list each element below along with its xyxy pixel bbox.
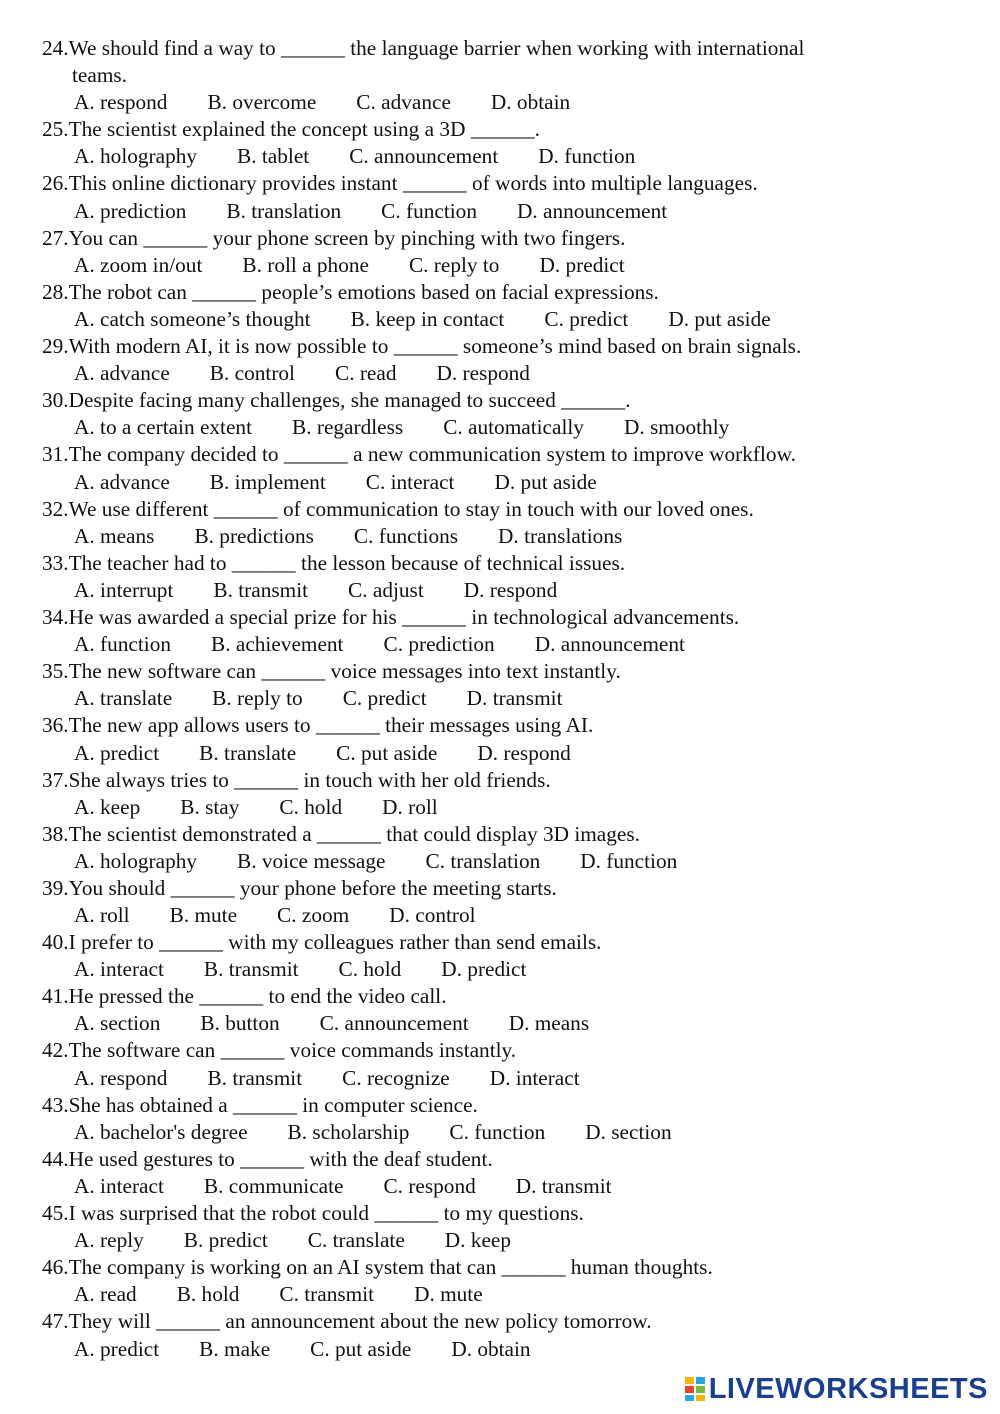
option-a[interactable]: A. advance (74, 361, 170, 386)
option-b[interactable]: B. transmit (213, 577, 309, 602)
option-d[interactable]: D. respond (477, 740, 571, 765)
option-c[interactable]: C. hold (279, 794, 343, 819)
question-text (42, 116, 902, 143)
option-c[interactable]: C. read (334, 361, 397, 386)
question-37 (0, 767, 1000, 821)
option-d[interactable]: D. section (585, 1119, 672, 1144)
option-c[interactable]: C. automatically (443, 415, 584, 440)
option-b[interactable]: B. make (199, 1336, 271, 1361)
option-d[interactable]: D. keep (444, 1228, 512, 1253)
option-c[interactable]: C. announcement (349, 144, 499, 169)
question-29 (0, 333, 1000, 387)
question-text (42, 929, 902, 956)
question-text (42, 712, 902, 739)
question-stem: This online dictionary provides instant ______ of words into multiple languages. (68, 171, 758, 196)
option-d[interactable]: D. interact (489, 1065, 580, 1090)
option-a[interactable]: A. respond (74, 1065, 168, 1090)
question-text (42, 1200, 902, 1227)
option-d[interactable]: D. translations (498, 523, 623, 548)
question-number: 37. (42, 767, 69, 792)
option-b[interactable]: B. control (209, 361, 295, 386)
question-stem: The software can ______ voice commands instantly. (68, 1038, 517, 1063)
answer-options (74, 902, 476, 929)
question-26 (0, 170, 1000, 224)
option-d[interactable]: D. predict (539, 252, 625, 277)
option-c[interactable]: C. prediction (383, 632, 495, 657)
answer-options (74, 1227, 511, 1254)
question-number: 43. (42, 1092, 69, 1117)
option-d[interactable]: D. announcement (516, 198, 668, 223)
question-stem: The scientist explained the concept using a 3D ______. (68, 117, 540, 142)
question-number: 44. (42, 1146, 69, 1171)
question-number: 26. (42, 171, 69, 196)
question-stem: I prefer to ______ with my colleagues rather than send emails. (68, 930, 602, 955)
option-b[interactable]: B. achievement (211, 632, 344, 657)
question-number: 28. (42, 279, 69, 304)
option-c[interactable]: C. predict (544, 307, 629, 332)
option-a[interactable]: A. interact (74, 957, 164, 982)
option-d[interactable]: D. obtain (490, 90, 571, 115)
question-text (42, 821, 902, 848)
question-text (42, 875, 902, 902)
answer-options (74, 1173, 612, 1200)
answer-options (74, 577, 557, 604)
option-a[interactable]: A. holography (74, 144, 198, 169)
option-b[interactable]: B. voice message (237, 848, 386, 873)
liveworksheets-logo[interactable] (684, 1372, 988, 1406)
option-d[interactable]: D. smoothly (623, 415, 730, 440)
option-a[interactable]: A. section (74, 1011, 161, 1036)
option-d[interactable]: D. roll (382, 794, 438, 819)
option-b[interactable]: B. hold (176, 1282, 240, 1307)
question-35 (0, 658, 1000, 712)
option-c[interactable]: C. transmit (279, 1282, 375, 1307)
option-d[interactable]: D. respond (463, 577, 558, 602)
question-number: 36. (42, 713, 69, 738)
answer-options (74, 89, 570, 116)
question-text (42, 1146, 902, 1173)
question-stem: Despite facing many challenges, she managed to succeed ______. (68, 388, 631, 413)
option-c[interactable]: C. adjust (348, 577, 424, 602)
question-number: 27. (42, 225, 69, 250)
liveworksheets-logo-text: LIVEWORKSHEETS (708, 1372, 988, 1405)
option-b[interactable]: B. stay (180, 794, 240, 819)
question-42 (0, 1037, 1000, 1091)
question-text (42, 170, 902, 197)
question-stem: She has obtained a ______ in computer science. (68, 1092, 478, 1117)
question-43 (0, 1092, 1000, 1146)
option-b[interactable]: B. predictions (194, 523, 314, 548)
question-text (42, 604, 902, 631)
question-text (42, 550, 902, 577)
option-b[interactable]: B. keep in contact (350, 307, 505, 332)
answer-options (74, 631, 685, 658)
answer-options (74, 143, 635, 170)
question-text (42, 35, 902, 89)
liveworksheets-logo-icon (684, 1376, 706, 1402)
question-27 (0, 225, 1000, 279)
option-c[interactable]: C. translation (425, 848, 541, 873)
question-33 (0, 550, 1000, 604)
option-a[interactable]: A. reply (74, 1228, 144, 1253)
question-number: 41. (42, 984, 69, 1009)
answer-options (74, 523, 622, 550)
option-d[interactable]: D. transmit (466, 686, 563, 711)
option-c[interactable]: C. put aside (310, 1336, 412, 1361)
option-d[interactable]: D. function (538, 144, 636, 169)
question-text (42, 1254, 902, 1281)
question-stem: The robot can ______ people’s emotions based on facial expressions. (68, 279, 659, 304)
option-b[interactable]: B. transmit (207, 1065, 303, 1090)
answer-options (74, 794, 438, 821)
question-stem: The teacher had to ______ the lesson because of technical issues. (68, 550, 626, 575)
question-text (42, 333, 902, 360)
option-b[interactable]: B. reply to (212, 686, 303, 711)
option-d[interactable]: D. announcement (534, 632, 685, 657)
question-stem: They will ______ an announcement about the new policy tomorrow. (68, 1309, 652, 1334)
question-stem: You should ______ your phone before the meeting starts. (68, 875, 557, 900)
answer-options (74, 469, 597, 496)
question-text (42, 1037, 902, 1064)
option-c[interactable]: C. translate (307, 1228, 405, 1253)
question-stem-continued: teams. (72, 63, 127, 87)
option-b[interactable]: B. tablet (237, 144, 310, 169)
option-c[interactable]: C. put aside (336, 740, 438, 765)
question-text (42, 767, 902, 794)
question-stem: The new app allows users to ______ their messages using AI. (68, 713, 594, 738)
question-36 (0, 712, 1000, 766)
option-d[interactable]: D. means (508, 1011, 590, 1036)
option-b[interactable]: B. transmit (203, 957, 299, 982)
question-number: 33. (42, 550, 69, 575)
answer-options (74, 360, 530, 387)
question-number: 31. (42, 442, 69, 467)
option-a[interactable]: A. interact (74, 1174, 164, 1199)
question-46 (0, 1254, 1000, 1308)
option-b[interactable]: B. button (200, 1011, 280, 1036)
option-a[interactable]: A. keep (74, 794, 141, 819)
question-25 (0, 116, 1000, 170)
option-a[interactable]: A. read (74, 1282, 137, 1307)
question-text (42, 1092, 902, 1119)
option-b[interactable]: B. regardless (292, 415, 404, 440)
question-30 (0, 387, 1000, 441)
option-d[interactable]: D. control (389, 903, 476, 928)
question-number: 38. (42, 821, 69, 846)
question-40 (0, 929, 1000, 983)
option-c[interactable]: C. recognize (342, 1065, 450, 1090)
option-a[interactable]: A. interrupt (74, 577, 174, 602)
option-c[interactable]: C. interact (365, 469, 455, 494)
question-stem: We should find a way to ______ the language barrier when working with international (68, 36, 805, 60)
option-b[interactable]: B. roll a phone (242, 252, 369, 277)
question-34 (0, 604, 1000, 658)
option-a[interactable]: A. roll (74, 903, 130, 928)
answer-options (74, 685, 563, 712)
option-c[interactable]: C. hold (338, 957, 402, 982)
option-c[interactable]: C. functions (353, 523, 459, 548)
question-number: 46. (42, 1255, 69, 1280)
question-31 (0, 441, 1000, 495)
option-c[interactable]: C. function (381, 198, 477, 223)
answer-options (74, 252, 625, 279)
answer-options (74, 1065, 580, 1092)
option-a[interactable]: A. to a certain extent (74, 415, 252, 440)
option-b[interactable]: B. communicate (203, 1174, 344, 1199)
option-a[interactable]: A. function (74, 632, 172, 657)
answer-options (74, 740, 571, 767)
option-b[interactable]: B. translation (226, 198, 342, 223)
option-a[interactable]: A. advance (74, 469, 170, 494)
option-c[interactable]: C. reply to (408, 252, 500, 277)
option-c[interactable]: C. respond (383, 1174, 476, 1199)
question-number: 30. (42, 388, 69, 413)
option-b[interactable]: B. scholarship (287, 1119, 410, 1144)
question-41 (0, 983, 1000, 1037)
question-number: 35. (42, 659, 69, 684)
question-stem: She always tries to ______ in touch with her old friends. (68, 767, 551, 792)
option-a[interactable]: A. bachelor's degree (74, 1119, 248, 1144)
answer-options (74, 1336, 531, 1363)
question-stem: He was awarded a special prize for his ______ in technological advancements. (68, 604, 740, 629)
question-47 (0, 1308, 1000, 1362)
answer-options (74, 956, 526, 983)
answer-options (74, 198, 667, 225)
option-d[interactable]: D. respond (436, 361, 530, 386)
question-number: 42. (42, 1038, 69, 1063)
question-stem: We use different ______ of communication to stay in touch with our loved ones. (68, 496, 754, 521)
option-c[interactable]: C. predict (342, 686, 427, 711)
question-stem: You can ______ your phone screen by pinching with two fingers. (68, 225, 626, 250)
option-a[interactable]: A. respond (74, 90, 168, 115)
option-a[interactable]: A. means (74, 523, 155, 548)
answer-options (74, 1119, 672, 1146)
option-d[interactable]: D. predict (441, 957, 527, 982)
question-stem: The new software can ______ voice messages into text instantly. (68, 659, 621, 684)
option-b[interactable]: B. predict (183, 1228, 268, 1253)
question-number: 40. (42, 930, 69, 955)
option-b[interactable]: B. overcome (207, 90, 317, 115)
option-c[interactable]: C. zoom (277, 903, 350, 928)
question-text (42, 225, 902, 252)
question-number: 29. (42, 334, 69, 359)
question-number: 39. (42, 875, 69, 900)
question-number: 24. (42, 36, 69, 60)
question-number: 47. (42, 1309, 69, 1334)
question-stem: He used gestures to ______ with the deaf student. (68, 1146, 493, 1171)
answer-options (74, 1281, 483, 1308)
question-text (42, 387, 902, 414)
question-32 (0, 496, 1000, 550)
question-stem: He pressed the ______ to end the video call. (68, 984, 447, 1009)
option-a[interactable]: A. catch someone’s thought (74, 307, 311, 332)
option-a[interactable]: A. predict (74, 740, 160, 765)
option-d[interactable]: D. put aside (668, 307, 771, 332)
question-number: 32. (42, 496, 69, 521)
option-a[interactable]: A. translate (74, 686, 173, 711)
option-b[interactable]: B. translate (199, 740, 297, 765)
option-d[interactable]: D. transmit (515, 1174, 612, 1199)
question-text (42, 496, 902, 523)
option-c[interactable]: C. advance (356, 90, 451, 115)
question-text (42, 279, 902, 306)
question-45 (0, 1200, 1000, 1254)
question-text (42, 441, 902, 468)
answer-options (74, 848, 677, 875)
question-stem: With modern AI, it is now possible to ______ someone’s mind based on brain signals. (68, 334, 802, 359)
option-b[interactable]: B. implement (209, 469, 326, 494)
option-d[interactable]: D. obtain (451, 1336, 531, 1361)
question-28 (0, 279, 1000, 333)
option-b[interactable]: B. mute (169, 903, 238, 928)
option-a[interactable]: A. holography (74, 848, 198, 873)
question-text (42, 658, 902, 685)
answer-options (74, 414, 729, 441)
answer-options (74, 306, 771, 333)
question-number: 25. (42, 117, 69, 142)
option-a[interactable]: A. predict (74, 1336, 160, 1361)
option-c[interactable]: C. function (449, 1119, 546, 1144)
question-number: 34. (42, 604, 69, 629)
question-stem: The company decided to ______ a new communication system to improve workflow. (68, 442, 796, 467)
question-44 (0, 1146, 1000, 1200)
option-d[interactable]: D. mute (414, 1282, 483, 1307)
worksheet (0, 35, 1000, 1363)
question-38 (0, 821, 1000, 875)
option-c[interactable]: C. announcement (319, 1011, 469, 1036)
question-text (42, 983, 902, 1010)
question-24 (0, 35, 1000, 116)
option-a[interactable]: A. prediction (74, 198, 187, 223)
question-number: 45. (42, 1201, 69, 1226)
answer-options (74, 1010, 589, 1037)
question-stem: I was surprised that the robot could ______ to my questions. (68, 1201, 584, 1226)
option-d[interactable]: D. function (580, 848, 678, 873)
question-text (42, 1308, 902, 1335)
option-d[interactable]: D. put aside (494, 469, 597, 494)
option-a[interactable]: A. zoom in/out (74, 252, 203, 277)
question-stem: The scientist demonstrated a ______ that could display 3D images. (68, 821, 640, 846)
question-39 (0, 875, 1000, 929)
question-stem: The company is working on an AI system that can ______ human thoughts. (68, 1255, 713, 1280)
